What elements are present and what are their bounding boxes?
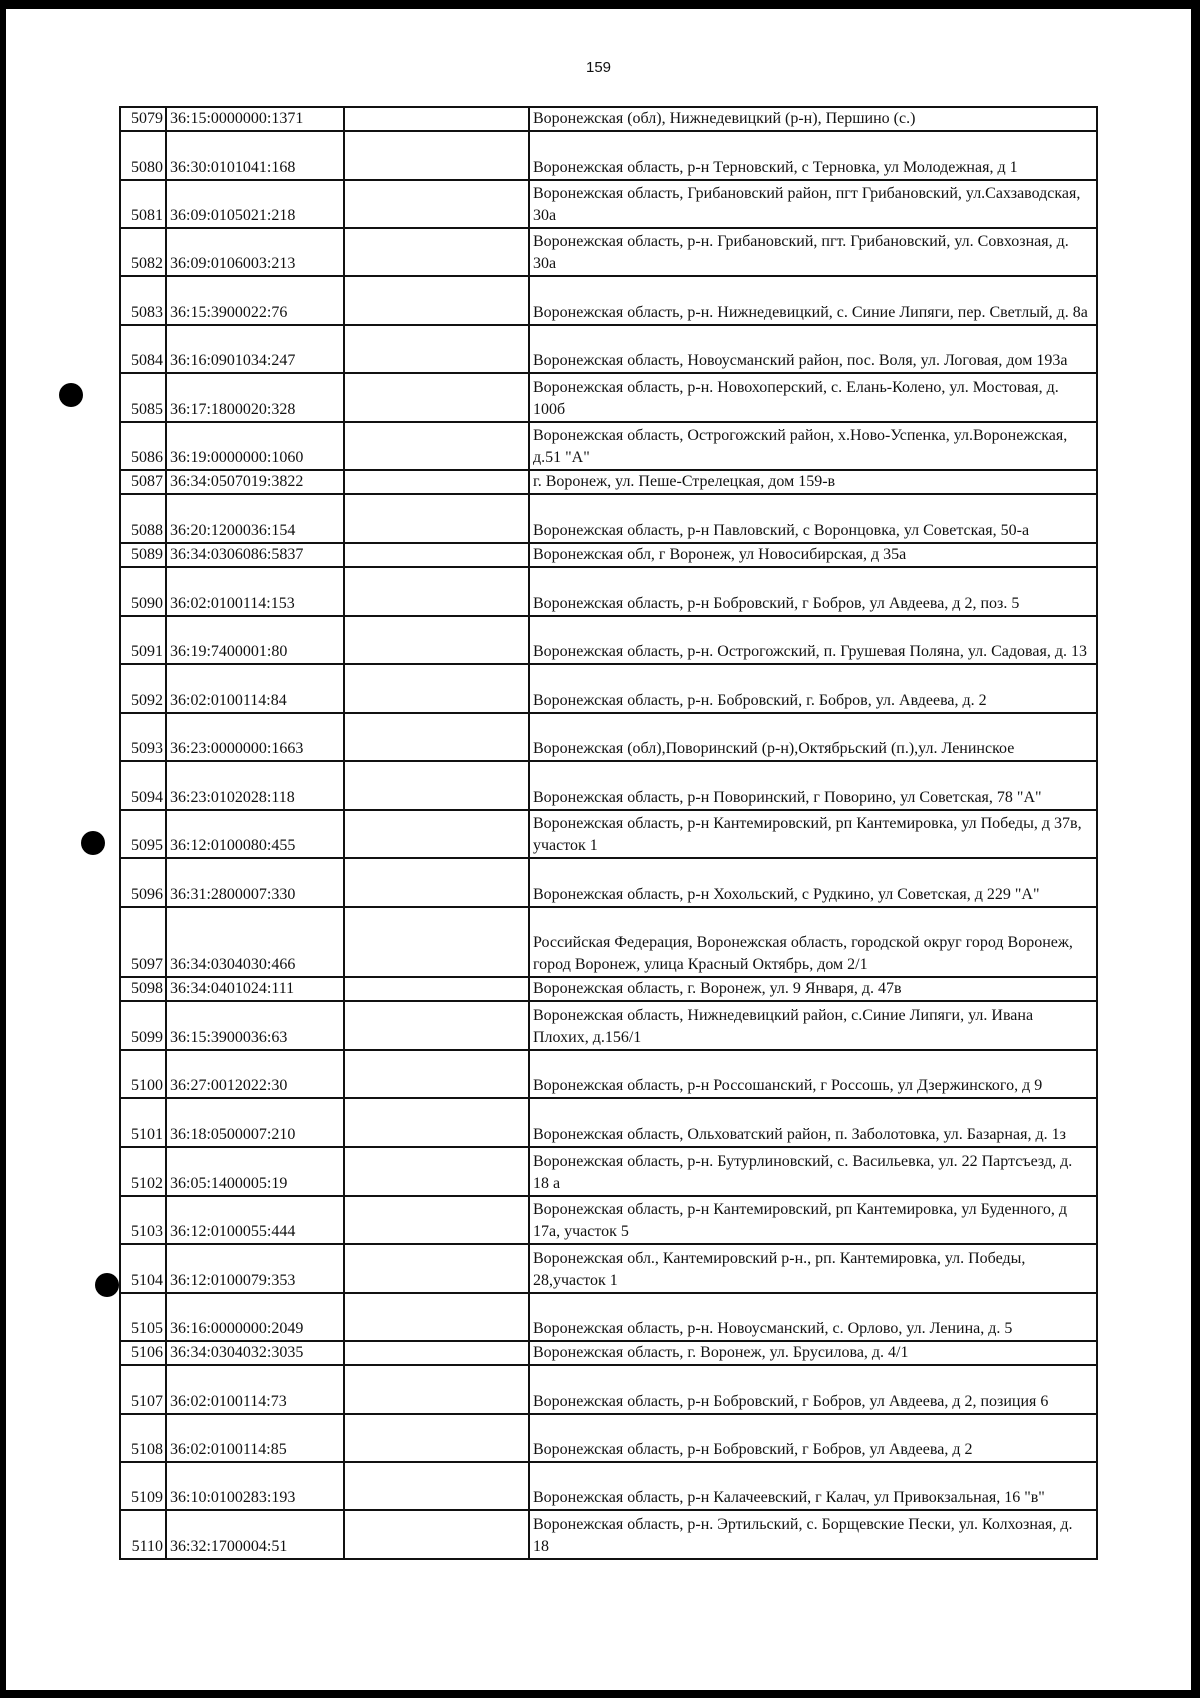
table-row: [120, 977, 1097, 1001]
empty-cell: [344, 810, 529, 858]
empty-cell: [344, 1098, 529, 1147]
empty-cell: [344, 1462, 529, 1510]
address: Воронежская область, р-н. Грибановский, пгт. Грибановский, ул. Совхозная, д. 30а: [529, 228, 1097, 276]
row-number: 5093: [120, 713, 166, 761]
row-number: 5079: [120, 107, 166, 131]
table-row: [120, 494, 1097, 543]
row-number: 5080: [120, 131, 166, 180]
table-row: [120, 713, 1097, 761]
table-row: [120, 1001, 1097, 1050]
cadastral-number: 36:19:7400001:80: [166, 616, 344, 664]
row-number: 5104: [120, 1244, 166, 1293]
cadastral-number: 36:32:1700004:51: [166, 1510, 344, 1559]
address: Воронежская область, р-н. Острогожский, п. Грушевая Поляна, ул. Садовая, д. 13: [529, 616, 1097, 664]
row-number: 5090: [120, 567, 166, 616]
address: Воронежская область, р-н. Новохоперский, с. Елань-Колено, ул. Мостовая, д. 100б: [529, 373, 1097, 422]
address: Воронежская область, р-н Россошанский, г Россошь, ул Дзержинского, д 9: [529, 1050, 1097, 1098]
table-row: [120, 373, 1097, 422]
cadastral-number: 36:18:0500007:210: [166, 1098, 344, 1147]
empty-cell: [344, 761, 529, 810]
address: г. Воронеж, ул. Пеше-Стрелецкая, дом 159-в: [529, 470, 1097, 494]
table-row: [120, 1510, 1097, 1559]
address: Воронежская область, р-н Поворинский, г Поворино, ул Советская, 78 "А": [529, 761, 1097, 810]
empty-cell: [344, 422, 529, 470]
table-row: [120, 907, 1097, 977]
table-row: [120, 276, 1097, 325]
row-number: 5096: [120, 858, 166, 907]
empty-cell: [344, 567, 529, 616]
row-number: 5101: [120, 1098, 166, 1147]
empty-cell: [344, 1414, 529, 1462]
table-row: [120, 664, 1097, 713]
cadastral-number: 36:34:0304030:466: [166, 907, 344, 977]
empty-cell: [344, 1050, 529, 1098]
table-row: [120, 470, 1097, 494]
row-number: 5099: [120, 1001, 166, 1050]
table-row: [120, 1341, 1097, 1365]
address: Воронежская область, р-н. Эртильский, с. Борщевские Пески, ул. Колхозная, д. 18: [529, 1510, 1097, 1559]
address: Воронежская область, Нижнедевицкий район, с.Синие Липяги, ул. Ивана Плохих, д.156/1: [529, 1001, 1097, 1050]
table-row: [120, 180, 1097, 228]
address: Воронежская (обл), Нижнедевицкий (р-н), Першино (с.): [529, 107, 1097, 131]
empty-cell: [344, 858, 529, 907]
cadastral-number: 36:34:0507019:3822: [166, 470, 344, 494]
table-row: [120, 325, 1097, 373]
row-number: 5106: [120, 1341, 166, 1365]
table-row: [120, 858, 1097, 907]
property-table: [119, 106, 1098, 1560]
empty-cell: [344, 325, 529, 373]
row-number: 5103: [120, 1196, 166, 1244]
empty-cell: [344, 131, 529, 180]
cadastral-number: 36:12:0100079:353: [166, 1244, 344, 1293]
table-row: [120, 1414, 1097, 1462]
row-number: 5083: [120, 276, 166, 325]
address: Воронежская обл, г Воронеж, ул Новосибирская, д 35а: [529, 543, 1097, 567]
empty-cell: [344, 1341, 529, 1365]
address: Воронежская область, р-н. Нижнедевицкий, с. Синие Липяги, пер. Светлый, д. 8а: [529, 276, 1097, 325]
cadastral-number: 36:09:0105021:218: [166, 180, 344, 228]
table-row: [120, 228, 1097, 276]
empty-cell: [344, 1365, 529, 1414]
row-number: 5095: [120, 810, 166, 858]
empty-cell: [344, 276, 529, 325]
address: Воронежская область, Острогожский район, х.Ново-Успенка, ул.Воронежская, д.51 "А": [529, 422, 1097, 470]
row-number: 5102: [120, 1147, 166, 1196]
empty-cell: [344, 977, 529, 1001]
cadastral-number: 36:30:0101041:168: [166, 131, 344, 180]
table-row: [120, 616, 1097, 664]
empty-cell: [344, 664, 529, 713]
table-row: [120, 1147, 1097, 1196]
table-row: [120, 1196, 1097, 1244]
row-number: 5085: [120, 373, 166, 422]
cadastral-number: 36:16:0901034:247: [166, 325, 344, 373]
cadastral-number: 36:15:3900022:76: [166, 276, 344, 325]
row-number: 5098: [120, 977, 166, 1001]
empty-cell: [344, 180, 529, 228]
table-row: [120, 131, 1097, 180]
cadastral-number: 36:02:0100114:85: [166, 1414, 344, 1462]
cadastral-number: 36:23:0000000:1663: [166, 713, 344, 761]
address: Воронежская область, р-н Хохольский, с Рудкино, ул Советская, д 229 "А": [529, 858, 1097, 907]
row-number: 5094: [120, 761, 166, 810]
row-number: 5097: [120, 907, 166, 977]
address: Воронежская область, р-н Бобровский, г Бобров, ул Авдеева, д 2, позиция 6: [529, 1365, 1097, 1414]
address: Воронежская (обл),Поворинский (р-н),Октябрьский (п.),ул. Ленинское: [529, 713, 1097, 761]
address: Воронежская область, р-н Бобровский, г Бобров, ул Авдеева, д 2, поз. 5: [529, 567, 1097, 616]
row-number: 5091: [120, 616, 166, 664]
address: Воронежская область, р-н. Бутурлиновский, с. Васильевка, ул. 22 Партсъезд, д. 18 а: [529, 1147, 1097, 1196]
punch-hole-bottom: [95, 1273, 119, 1297]
cadastral-number: 36:02:0100114:73: [166, 1365, 344, 1414]
cadastral-number: 36:23:0102028:118: [166, 761, 344, 810]
empty-cell: [344, 1196, 529, 1244]
row-number: 5088: [120, 494, 166, 543]
page-number: 159: [585, 59, 612, 76]
empty-cell: [344, 373, 529, 422]
empty-cell: [344, 1510, 529, 1559]
address: Воронежская область, р-н Бобровский, г Бобров, ул Авдеева, д 2: [529, 1414, 1097, 1462]
empty-cell: [344, 907, 529, 977]
table-row: [120, 1293, 1097, 1341]
cadastral-number: 36:16:0000000:2049: [166, 1293, 344, 1341]
empty-cell: [344, 1001, 529, 1050]
cadastral-number: 36:12:0100055:444: [166, 1196, 344, 1244]
row-number: 5110: [120, 1510, 166, 1559]
row-number: 5086: [120, 422, 166, 470]
address: Воронежская область, р-н. Бобровский, г. Бобров, ул. Авдеева, д. 2: [529, 664, 1097, 713]
row-number: 5084: [120, 325, 166, 373]
empty-cell: [344, 107, 529, 131]
cadastral-number: 36:17:1800020:328: [166, 373, 344, 422]
address: Воронежская область, р-н Калачеевский, г Калач, ул Привокзальная, 16 "в": [529, 1462, 1097, 1510]
cadastral-number: 36:09:0106003:213: [166, 228, 344, 276]
row-number: 5105: [120, 1293, 166, 1341]
cadastral-number: 36:12:0100080:455: [166, 810, 344, 858]
cadastral-number: 36:15:3900036:63: [166, 1001, 344, 1050]
table-row: [120, 1365, 1097, 1414]
address: Воронежская область, г. Воронеж, ул. 9 Января, д. 47в: [529, 977, 1097, 1001]
cadastral-number: 36:19:0000000:1060: [166, 422, 344, 470]
row-number: 5107: [120, 1365, 166, 1414]
empty-cell: [344, 1293, 529, 1341]
cadastral-number: 36:27:0012022:30: [166, 1050, 344, 1098]
table-row: [120, 1098, 1097, 1147]
address: Воронежская область, р-н Терновский, с Терновка, ул Молодежная, д 1: [529, 131, 1097, 180]
empty-cell: [344, 1147, 529, 1196]
table-row: [120, 422, 1097, 470]
row-number: 5089: [120, 543, 166, 567]
row-number: 5100: [120, 1050, 166, 1098]
row-number: 5087: [120, 470, 166, 494]
table-row: [120, 1050, 1097, 1098]
row-number: 5108: [120, 1414, 166, 1462]
punch-hole-top: [59, 383, 83, 407]
empty-cell: [344, 470, 529, 494]
table-row: [120, 1462, 1097, 1510]
empty-cell: [344, 543, 529, 567]
cadastral-number: 36:10:0100283:193: [166, 1462, 344, 1510]
cadastral-number: 36:20:1200036:154: [166, 494, 344, 543]
cadastral-number: 36:02:0100114:153: [166, 567, 344, 616]
address: Воронежская обл., Кантемировский р-н., рп. Кантемировка, ул. Победы, 28,участок 1: [529, 1244, 1097, 1293]
cadastral-number: 36:31:2800007:330: [166, 858, 344, 907]
address: Воронежская область, р-н Кантемировский, рп Кантемировка, ул Буденного, д 17а, участок 5: [529, 1196, 1097, 1244]
address: Воронежская область, Новоусманский район, пос. Воля, ул. Логовая, дом 193а: [529, 325, 1097, 373]
cadastral-number: 36:02:0100114:84: [166, 664, 344, 713]
row-number: 5081: [120, 180, 166, 228]
row-number: 5092: [120, 664, 166, 713]
address: Воронежская область, г. Воронеж, ул. Брусилова, д. 4/1: [529, 1341, 1097, 1365]
address: Воронежская область, р-н. Новоусманский, с. Орлово, ул. Ленина, д. 5: [529, 1293, 1097, 1341]
empty-cell: [344, 713, 529, 761]
empty-cell: [344, 616, 529, 664]
address: Воронежская область, р-н Павловский, с Воронцовка, ул Советская, 50-а: [529, 494, 1097, 543]
cadastral-number: 36:34:0304032:3035: [166, 1341, 344, 1365]
address: Воронежская область, р-н Кантемировский, рп Кантемировка, ул Победы, д 37в, участок 1: [529, 810, 1097, 858]
empty-cell: [344, 494, 529, 543]
address: Воронежская область, Грибановский район, пгт Грибановский, ул.Сахзаводская, 30а: [529, 180, 1097, 228]
cadastral-number: 36:05:1400005:19: [166, 1147, 344, 1196]
document-page: [6, 9, 1191, 1690]
row-number: 5082: [120, 228, 166, 276]
table-row: [120, 543, 1097, 567]
cadastral-number: 36:15:0000000:1371: [166, 107, 344, 131]
row-number: 5109: [120, 1462, 166, 1510]
table-row: [120, 107, 1097, 131]
empty-cell: [344, 1244, 529, 1293]
table-row: [120, 810, 1097, 858]
punch-hole-middle: [81, 831, 105, 855]
empty-cell: [344, 228, 529, 276]
table-row: [120, 567, 1097, 616]
table-row: [120, 1244, 1097, 1293]
address: Российская Федерация, Воронежская область, городской округ город Воронеж, город Воронеж, улица Красный Октябрь, дом 2/1: [529, 907, 1097, 977]
table-row: [120, 761, 1097, 810]
cadastral-number: 36:34:0401024:111: [166, 977, 344, 1001]
cadastral-number: 36:34:0306086:5837: [166, 543, 344, 567]
address: Воронежская область, Ольховатский район, п. Заболотовка, ул. Базарная, д. 1з: [529, 1098, 1097, 1147]
